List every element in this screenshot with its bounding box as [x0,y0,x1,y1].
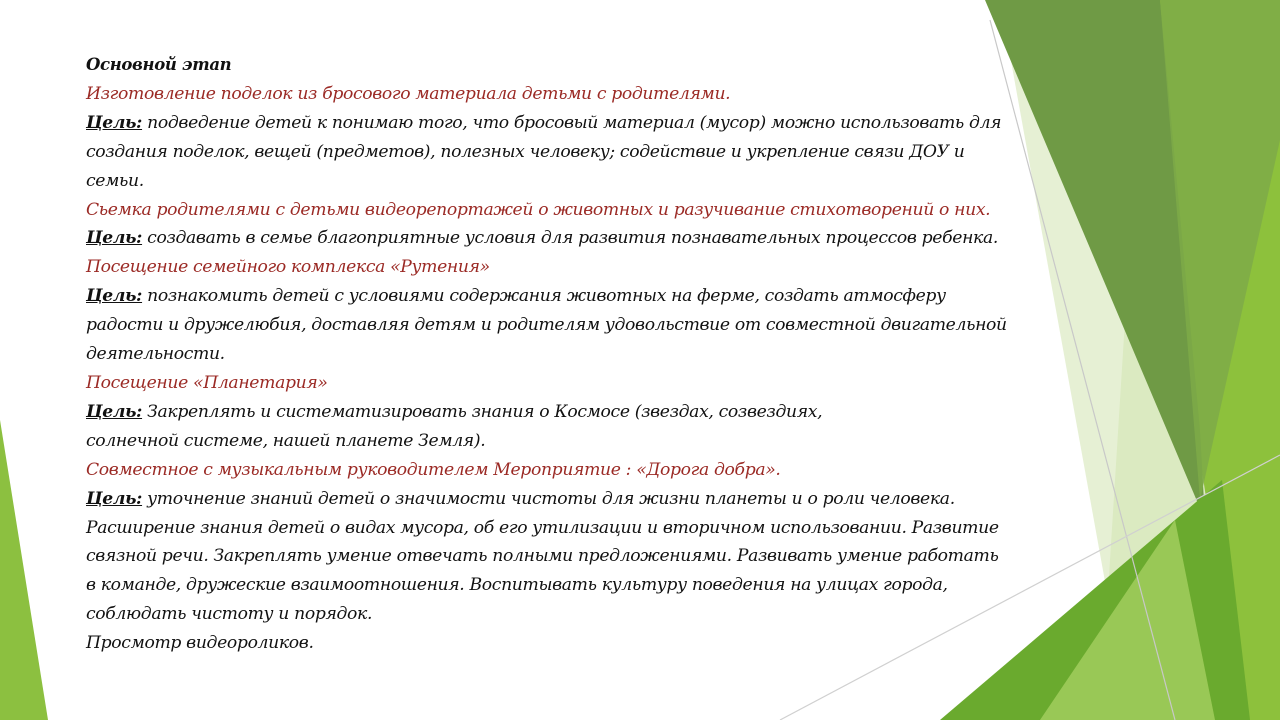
goal-5-line-1: Цель: уточнение знаний детей о значимости чистоты для жизни планеты и о роли человека. [86,488,955,509]
goal-3-line-2: радости и дружелюбия, доставляя детям и родителям удовольствие от совместной двигательной [86,315,1007,336]
goal-5-line-4: в команде, дружеские взаимоотношения. Воспитывать культуру поведения на улицах города, [86,575,948,596]
goal-4-line-1: Цель: Закреплять и систематизировать знания о Космосе (звездах, созвездиях, [86,401,823,422]
goal-label: Цель: [86,286,143,307]
goal-1-line-3: семьи. [86,170,144,191]
goal-4-line-2: солнечной системе, нашей планете Земля). [86,430,486,451]
goal-label: Цель: [86,228,143,249]
activity-title-4: Посещение «Планетария» [86,372,328,393]
closing-line: Просмотр видеороликов. [86,633,314,654]
goal-2-line-1: Цель: создавать в семье благоприятные условия для развития познавательных процессов ребенка. [86,228,998,249]
goal-3-line-1: Цель: познакомить детей с условиями содержания животных на ферме, создать атмосферу [86,286,946,307]
goal-5-line-2: Расширение знания детей о видах мусора, об его утилизации и вторичном использовании. Развитие [86,517,999,538]
goal-label: Цель: [86,112,143,133]
section-heading: Основной этап [86,55,232,74]
goal-label: Цель: [86,488,143,509]
slide-text [86,51,1007,658]
activity-title-1: Изготовление поделок из бросового материала детьми с родителями. [86,83,731,104]
goal-3-line-3: деятельности. [86,344,225,365]
left-green-wedge [0,420,48,720]
goal-5-line-5: соблюдать чистоту и порядок. [86,604,373,625]
activity-title-5: Совместное с музыкальным руководителем Мероприятие : «Дорога добра». [86,459,781,480]
goal-5-line-3: связной речи. Закреплять умение отвечать полными предложениями. Развивать умение работать [86,546,999,567]
goal-label: Цель: [86,401,143,422]
goal-1-line-1: Цель: подведение детей к понимаю того, что бросовый материал (мусор) можно использовать для [86,112,1002,133]
goal-1-line-2: создания поделок, вещей (предметов), полезных человеку; содействие и укрепление связи ДОУ и [86,141,965,162]
activity-title-3: Посещение семейного комплекса «Рутения» [86,257,490,278]
activity-title-2: Сьемка родителями с детьми видеорепортажей о животных и разучивание стихотворений о них. [86,199,991,220]
